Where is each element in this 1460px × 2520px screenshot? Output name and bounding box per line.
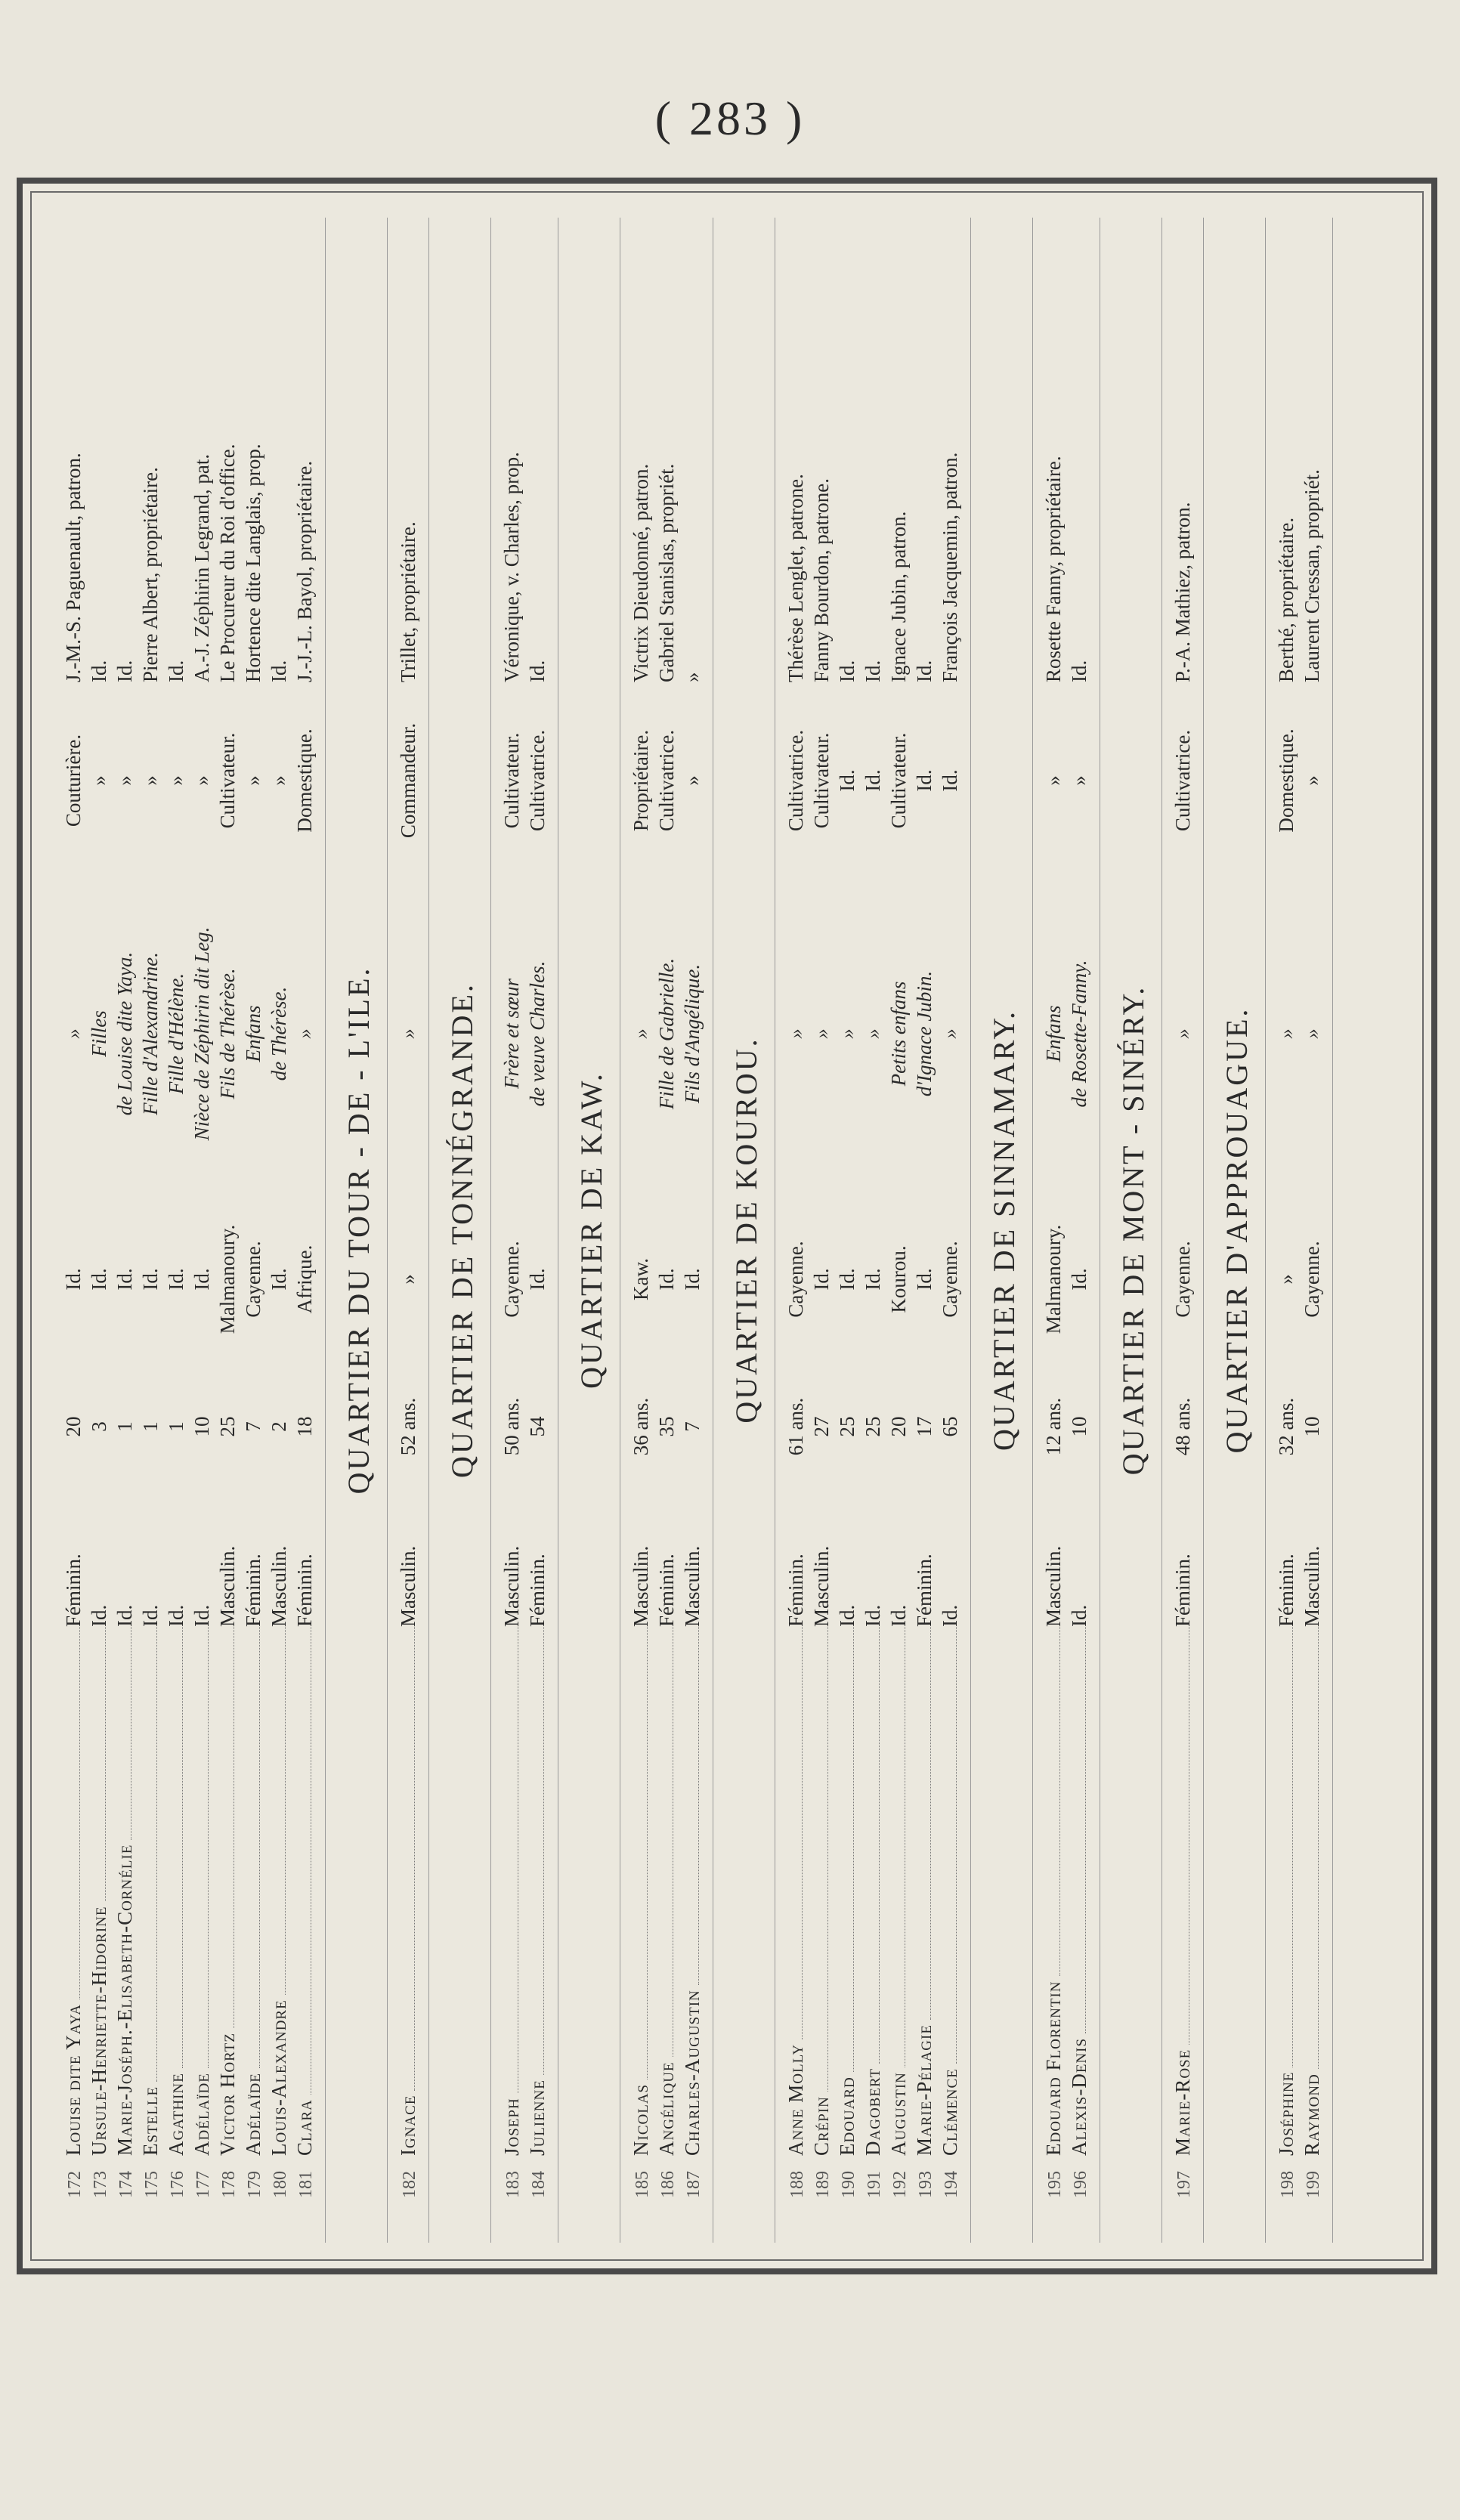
table-row bbox=[834, 218, 860, 2243]
occupation-cell: Domestique. bbox=[293, 728, 316, 833]
relation-cell: » bbox=[62, 1028, 85, 1039]
person-name: Ignace bbox=[397, 2095, 419, 2156]
row-number: 190 bbox=[839, 2171, 858, 2198]
relation-cell: » bbox=[784, 1028, 807, 1039]
relation-cell: Fils d'Angélique. bbox=[681, 963, 704, 1104]
relation-cell: Fille d'Hélène. bbox=[165, 972, 187, 1095]
birthplace-cell: Id. bbox=[836, 1268, 858, 1291]
birthplace-cell: Id. bbox=[810, 1268, 833, 1291]
person-name: Raymond bbox=[1301, 2073, 1323, 2156]
relation-cell: de Thérèse. bbox=[268, 986, 290, 1081]
owner-cell: Pierre Albert, propriétaire. bbox=[139, 467, 162, 682]
birthplace-cell: Id. bbox=[861, 1268, 884, 1291]
age-cell: 50 ans. bbox=[500, 1397, 523, 1456]
table-row bbox=[215, 218, 240, 2243]
birthplace-cell: Id. bbox=[655, 1268, 678, 1291]
row-number: 182 bbox=[400, 2171, 419, 2198]
age-cell: 48 ans. bbox=[1171, 1397, 1194, 1456]
row-number: 183 bbox=[503, 2171, 523, 2198]
birthplace-cell: Id. bbox=[190, 1268, 213, 1291]
sex-cell: Féminin. bbox=[1171, 1554, 1194, 1627]
quarter-heading: QUARTIER DE KAW. bbox=[558, 218, 620, 2243]
owner-cell: Rosette Fanny, propriétaire. bbox=[1042, 456, 1065, 682]
birthplace-cell: Id. bbox=[526, 1268, 549, 1291]
occupation-cell: Propriétaire. bbox=[629, 729, 652, 832]
page-frame bbox=[17, 178, 1437, 2274]
relation-cell: Filles bbox=[88, 1010, 110, 1057]
age-cell: 32 ans. bbox=[1275, 1397, 1298, 1456]
row-number: 184 bbox=[529, 2171, 549, 2198]
relation-cell: Enfans bbox=[242, 1005, 264, 1062]
relation-cell: de Louise dite Yaya. bbox=[113, 951, 136, 1116]
sex-cell: Masculin. bbox=[810, 1545, 833, 1627]
occupation-cell: » bbox=[1042, 775, 1065, 786]
birthplace-cell: Id. bbox=[913, 1268, 936, 1291]
occupation-cell: Cultivateur. bbox=[500, 732, 523, 829]
person-name: Edouard Florentin bbox=[1042, 1980, 1065, 2156]
birthplace-cell: Id. bbox=[165, 1268, 187, 1291]
owner-cell: Id. bbox=[526, 660, 549, 682]
table-row bbox=[1273, 218, 1299, 2243]
owner-cell: Id. bbox=[913, 660, 936, 682]
age-cell: 7 bbox=[681, 1421, 704, 1432]
occupation-cell: » bbox=[268, 775, 290, 786]
birthplace-cell: Id. bbox=[268, 1268, 290, 1291]
row-number: 180 bbox=[271, 2171, 290, 2198]
row-number: 193 bbox=[916, 2171, 936, 2198]
occupation-cell: Cultivatrice. bbox=[784, 729, 807, 832]
row-group bbox=[388, 218, 429, 2243]
sex-cell: Id. bbox=[861, 1604, 884, 1627]
table-row bbox=[163, 218, 189, 2243]
row-number: 192 bbox=[890, 2171, 910, 2198]
table-row bbox=[292, 218, 317, 2243]
page-number: ( 283 ) bbox=[654, 91, 806, 145]
owner-cell: Hortence dite Langlais, prop. bbox=[242, 444, 264, 682]
row-number: 198 bbox=[1278, 2171, 1298, 2198]
occupation-cell: Commandeur. bbox=[397, 722, 419, 839]
person-name: Adélaïde bbox=[242, 2073, 264, 2156]
table-row bbox=[809, 218, 834, 2243]
occupation-cell: » bbox=[113, 775, 136, 786]
table-row bbox=[60, 218, 86, 2243]
birthplace-cell: Id. bbox=[139, 1268, 162, 1291]
person-name: Marie-Rose bbox=[1171, 2048, 1194, 2156]
sex-cell: Id. bbox=[1068, 1604, 1090, 1627]
age-cell: 52 ans. bbox=[397, 1397, 419, 1456]
birthplace-cell: Cayenne. bbox=[242, 1241, 264, 1318]
occupation-cell: » bbox=[1068, 775, 1090, 786]
sex-cell: Id. bbox=[190, 1604, 213, 1627]
owner-cell: J.-M.-S. Paguenault, patron. bbox=[62, 453, 85, 682]
owner-cell: Véronique, v. Charles, prop. bbox=[500, 452, 523, 682]
age-cell: 36 ans. bbox=[629, 1397, 652, 1456]
row-number: 195 bbox=[1045, 2171, 1065, 2198]
relation-cell: Petits enfans bbox=[887, 981, 910, 1087]
row-number: 185 bbox=[633, 2171, 652, 2198]
person-name: Adélaïde bbox=[190, 2073, 213, 2156]
owner-cell: Id. bbox=[113, 660, 136, 682]
occupation-cell: Id. bbox=[913, 769, 936, 792]
sex-cell: Id. bbox=[165, 1604, 187, 1627]
owner-cell: François Jacquemin, patron. bbox=[939, 452, 961, 682]
sex-cell: Féminin. bbox=[293, 1554, 316, 1627]
relation-cell: Frère et sœur bbox=[500, 979, 523, 1089]
owner-cell: Victrix Dieudonné, patron. bbox=[629, 463, 652, 682]
person-name: Angélique bbox=[655, 2061, 678, 2156]
owner-cell: Id. bbox=[861, 660, 884, 682]
occupation-cell: » bbox=[242, 775, 264, 786]
birthplace-cell: Id. bbox=[113, 1268, 136, 1291]
row-group bbox=[620, 218, 713, 2243]
quarter-heading: QUARTIER DE MONT - SINÉRY. bbox=[1100, 218, 1162, 2243]
person-name: Clémence bbox=[939, 2068, 961, 2156]
occupation-cell: Cultivateur. bbox=[216, 732, 239, 829]
relation-cell: » bbox=[1301, 1028, 1323, 1039]
age-cell: 1 bbox=[139, 1421, 162, 1432]
age-cell: 12 ans. bbox=[1042, 1397, 1065, 1456]
relation-cell: de veuve Charles. bbox=[526, 960, 549, 1107]
birthplace-cell: Cayenne. bbox=[784, 1241, 807, 1318]
table-row bbox=[783, 218, 809, 2243]
table-row bbox=[937, 218, 963, 2243]
occupation-cell: Domestique. bbox=[1275, 728, 1298, 833]
occupation-cell: Cultivatrice. bbox=[526, 729, 549, 832]
row-group bbox=[1266, 218, 1333, 2243]
row-number: 177 bbox=[193, 2171, 213, 2198]
sex-cell: Id. bbox=[88, 1604, 110, 1627]
sex-cell: Masculin. bbox=[268, 1545, 290, 1627]
occupation-cell: Cultivateur. bbox=[810, 732, 833, 829]
owner-cell: Id. bbox=[165, 660, 187, 682]
table-row bbox=[1170, 218, 1196, 2243]
birthplace-cell: » bbox=[397, 1274, 419, 1285]
person-name: Clara bbox=[293, 2099, 316, 2156]
owner-cell: » bbox=[681, 672, 704, 682]
person-name: Joseph bbox=[500, 2098, 523, 2156]
relation-cell: Fils de Thérèse. bbox=[216, 968, 239, 1099]
register-table bbox=[53, 218, 1413, 2243]
table-row bbox=[628, 218, 654, 2243]
relation-cell: Enfans bbox=[1042, 1005, 1065, 1062]
row-number: 199 bbox=[1304, 2171, 1323, 2198]
quarter-heading: QUARTIER DE TONNÉGRANDE. bbox=[429, 218, 491, 2243]
sex-cell: Masculin. bbox=[397, 1545, 419, 1627]
relation-cell: » bbox=[861, 1028, 884, 1039]
age-cell: 35 bbox=[655, 1416, 678, 1437]
sex-cell: Masculin. bbox=[216, 1545, 239, 1627]
table-row bbox=[266, 218, 292, 2243]
occupation-cell: Cultivateur. bbox=[887, 732, 910, 829]
sex-cell: Féminin. bbox=[62, 1554, 85, 1627]
birthplace-cell: Kaw. bbox=[629, 1258, 652, 1300]
age-cell: 2 bbox=[268, 1421, 290, 1432]
sex-cell: Id. bbox=[113, 1604, 136, 1627]
sex-cell: Féminin. bbox=[1275, 1554, 1298, 1627]
sex-cell: Féminin. bbox=[784, 1554, 807, 1627]
person-name: Joséphine bbox=[1275, 2071, 1298, 2156]
age-cell: 25 bbox=[216, 1416, 239, 1437]
birthplace-cell: Id. bbox=[88, 1268, 110, 1291]
owner-cell: A.-J. Zéphirin Legrand, pat. bbox=[190, 453, 213, 682]
age-cell: 61 ans. bbox=[784, 1397, 807, 1456]
occupation-cell: Cultivatrice. bbox=[655, 729, 678, 832]
birthplace-cell: Afrique. bbox=[293, 1245, 316, 1314]
table-row bbox=[138, 218, 163, 2243]
birthplace-cell: Malmanoury. bbox=[216, 1224, 239, 1334]
person-name: Anne Molly bbox=[784, 2043, 807, 2156]
row-number: 194 bbox=[942, 2171, 961, 2198]
person-name: Edouard bbox=[836, 2076, 858, 2156]
relation-cell: » bbox=[810, 1028, 833, 1039]
table-row bbox=[86, 218, 112, 2243]
sex-cell: Féminin. bbox=[526, 1554, 549, 1627]
birthplace-cell: Cayenne. bbox=[500, 1241, 523, 1318]
age-cell: 10 bbox=[190, 1416, 213, 1437]
owner-cell: P.-A. Mathiez, patron. bbox=[1171, 502, 1194, 682]
relation-cell: » bbox=[629, 1028, 652, 1039]
relation-cell: » bbox=[293, 1028, 316, 1039]
birthplace-cell: Malmanoury. bbox=[1042, 1224, 1065, 1334]
table-row bbox=[654, 218, 679, 2243]
occupation-cell: Cultivatrice. bbox=[1171, 729, 1194, 832]
sex-cell: Id. bbox=[887, 1604, 910, 1627]
sex-cell: Id. bbox=[939, 1604, 961, 1627]
quarter-heading: QUARTIER DE KOUROU. bbox=[713, 218, 775, 2243]
relation-cell: » bbox=[1275, 1028, 1298, 1039]
person-name: Louise dite Yaya bbox=[62, 2003, 85, 2156]
age-cell: 17 bbox=[913, 1416, 936, 1437]
quarter-heading: QUARTIER D'APPROUAGUE. bbox=[1204, 218, 1266, 2243]
person-name: Estelle bbox=[139, 2086, 162, 2156]
person-name: Louis-Alexandre bbox=[268, 1999, 290, 2156]
person-name: Crépin bbox=[810, 2096, 833, 2156]
sex-cell: Féminin. bbox=[242, 1554, 264, 1627]
relation-cell: Fille de Gabrielle. bbox=[655, 957, 678, 1110]
row-number: 186 bbox=[658, 2171, 678, 2198]
person-name: Augustin bbox=[887, 2072, 910, 2156]
row-number: 189 bbox=[813, 2171, 833, 2198]
person-name: Julienne bbox=[526, 2079, 549, 2156]
sex-cell: Masculin. bbox=[629, 1545, 652, 1627]
birthplace-cell: Cayenne. bbox=[939, 1241, 961, 1318]
table-row bbox=[911, 218, 937, 2243]
occupation-cell: Id. bbox=[836, 769, 858, 792]
age-cell: 25 bbox=[836, 1416, 858, 1437]
row-number: 174 bbox=[116, 2171, 136, 2198]
row-number: 179 bbox=[245, 2171, 264, 2198]
table-row bbox=[189, 218, 215, 2243]
age-cell: 54 bbox=[526, 1416, 549, 1437]
age-cell: 1 bbox=[165, 1421, 187, 1432]
age-cell: 27 bbox=[810, 1416, 833, 1437]
table-row bbox=[524, 218, 550, 2243]
owner-cell: Trillet, propriétaire. bbox=[397, 521, 419, 682]
table-row bbox=[679, 218, 705, 2243]
table-row bbox=[1066, 218, 1092, 2243]
row-group bbox=[53, 218, 326, 2243]
relation-cell: » bbox=[397, 1028, 419, 1039]
owner-cell: Ignace Jubin, patron. bbox=[887, 511, 910, 682]
owner-cell: Berthé, propriétaire. bbox=[1275, 517, 1298, 682]
row-number: 191 bbox=[865, 2171, 884, 2198]
sex-cell: Masculin. bbox=[1301, 1545, 1323, 1627]
birthplace-cell: Id. bbox=[1068, 1268, 1090, 1291]
owner-cell: Fanny Bourdon, patrone. bbox=[810, 478, 833, 682]
sex-cell: Masculin. bbox=[681, 1545, 704, 1627]
person-name: Victor Hortz bbox=[216, 2033, 239, 2156]
row-number: 173 bbox=[91, 2171, 110, 2198]
age-cell: 3 bbox=[88, 1421, 110, 1432]
table-row bbox=[240, 218, 266, 2243]
person-name: Charles-Augustin bbox=[681, 1990, 704, 2156]
occupation-cell: Id. bbox=[939, 769, 961, 792]
age-cell: 20 bbox=[62, 1416, 85, 1437]
owner-cell: Id. bbox=[268, 660, 290, 682]
row-number: 196 bbox=[1071, 2171, 1090, 2198]
age-cell: 7 bbox=[242, 1421, 264, 1432]
birthplace-cell: Id. bbox=[681, 1268, 704, 1291]
row-group bbox=[775, 218, 971, 2243]
row-number: 181 bbox=[296, 2171, 316, 2198]
owner-cell: Thérèse Lenglet, patrone. bbox=[784, 474, 807, 682]
quarter-heading: QUARTIER DE SINNAMARY. bbox=[971, 218, 1033, 2243]
table-row bbox=[860, 218, 886, 2243]
sex-cell: Masculin. bbox=[500, 1545, 523, 1627]
person-name: Dagobert bbox=[861, 2067, 884, 2156]
relation-cell: » bbox=[939, 1028, 961, 1039]
age-cell: 10 bbox=[1301, 1416, 1323, 1437]
table-row bbox=[112, 218, 138, 2243]
table-row bbox=[1041, 218, 1066, 2243]
occupation-cell: » bbox=[681, 775, 704, 786]
relation-cell: de Rosette-Fanny. bbox=[1068, 960, 1090, 1108]
person-name: Marie-Pélagie bbox=[913, 2024, 936, 2156]
age-cell: 10 bbox=[1068, 1416, 1090, 1437]
occupation-cell: Couturière. bbox=[62, 734, 85, 827]
row-number: 175 bbox=[142, 2171, 162, 2198]
row-group bbox=[1033, 218, 1100, 2243]
occupation-cell: » bbox=[139, 775, 162, 786]
sex-cell: Féminin. bbox=[913, 1554, 936, 1627]
age-cell: 1 bbox=[113, 1421, 136, 1432]
owner-cell: J.-J.-L. Bayol, propriétaire. bbox=[293, 460, 316, 682]
table-row bbox=[886, 218, 911, 2243]
birthplace-cell: Id. bbox=[62, 1268, 85, 1291]
relation-cell: Nièce de Zéphirin dit Leg. bbox=[190, 926, 213, 1141]
owner-cell: Id. bbox=[836, 660, 858, 682]
person-name: Ursule-Henriette-Hidorine bbox=[88, 1906, 110, 2156]
occupation-cell: Id. bbox=[861, 769, 884, 792]
row-group bbox=[491, 218, 558, 2243]
sex-cell: Id. bbox=[836, 1604, 858, 1627]
owner-cell: Id. bbox=[88, 660, 110, 682]
row-number: 172 bbox=[65, 2171, 85, 2198]
table-row bbox=[395, 218, 421, 2243]
person-name: Agathine bbox=[165, 2073, 187, 2156]
row-number: 187 bbox=[684, 2171, 704, 2198]
age-cell: 18 bbox=[293, 1416, 316, 1437]
relation-cell: d'Ignace Jubin. bbox=[913, 970, 936, 1097]
age-cell: 65 bbox=[939, 1416, 961, 1437]
sex-cell: Masculin. bbox=[1042, 1545, 1065, 1627]
occupation-cell: » bbox=[88, 775, 110, 786]
birthplace-cell: » bbox=[1275, 1274, 1298, 1285]
relation-cell: » bbox=[1171, 1028, 1194, 1039]
relation-cell: » bbox=[836, 1028, 858, 1039]
occupation-cell: » bbox=[1301, 775, 1323, 786]
table-row bbox=[499, 218, 524, 2243]
quarter-heading: QUARTIER DU TOUR - DE - L'ILE. bbox=[326, 218, 388, 2243]
person-name: Marie-Joséph.-Elisabeth-Cornélie bbox=[113, 1844, 136, 2156]
row-number: 176 bbox=[168, 2171, 187, 2198]
row-number: 197 bbox=[1174, 2171, 1194, 2198]
sex-cell: Féminin. bbox=[655, 1554, 678, 1627]
sex-cell: Id. bbox=[139, 1604, 162, 1627]
age-cell: 20 bbox=[887, 1416, 910, 1437]
birthplace-cell: Cayenne. bbox=[1171, 1241, 1194, 1318]
table-row bbox=[1299, 218, 1325, 2243]
relation-cell: Fille d'Alexandrine. bbox=[139, 952, 162, 1115]
person-name: Nicolas bbox=[629, 2083, 652, 2156]
owner-cell: Gabriel Stanislas, propriét. bbox=[655, 463, 678, 682]
occupation-cell: » bbox=[165, 775, 187, 786]
person-name: Alexis-Denis bbox=[1068, 2037, 1090, 2156]
row-number: 178 bbox=[219, 2171, 239, 2198]
owner-cell: Laurent Cressan, propriét. bbox=[1301, 469, 1323, 682]
owner-cell: Id. bbox=[1068, 660, 1090, 682]
occupation-cell: » bbox=[190, 775, 213, 786]
row-group bbox=[1162, 218, 1204, 2243]
birthplace-cell: Kourou. bbox=[887, 1245, 910, 1313]
row-number: 188 bbox=[787, 2171, 807, 2198]
age-cell: 25 bbox=[861, 1416, 884, 1437]
owner-cell: Le Procureur du Roi d'office. bbox=[216, 444, 239, 682]
birthplace-cell: Cayenne. bbox=[1301, 1241, 1323, 1318]
